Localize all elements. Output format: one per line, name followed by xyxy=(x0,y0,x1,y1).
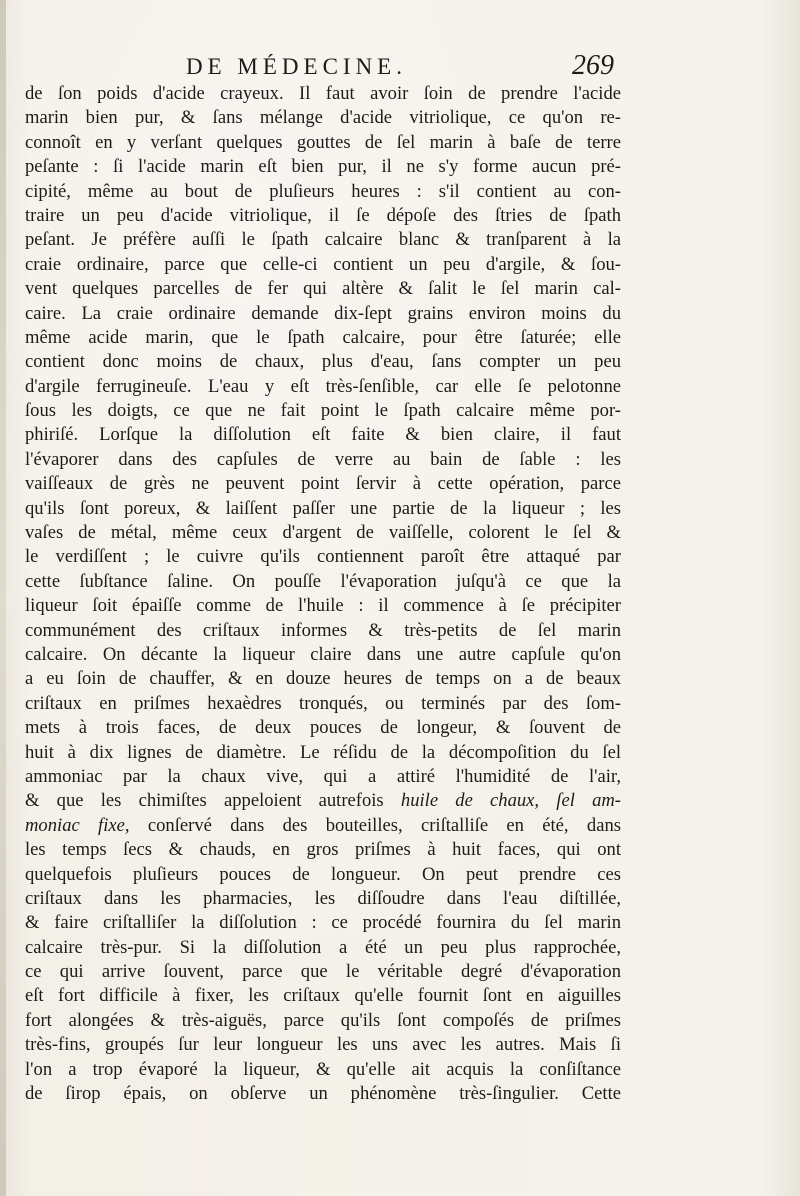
text-line: le verdiſſent ; le cuivre qu'ils contiennent paroît être attaqué par xyxy=(25,546,621,568)
text-line: l'évaporer dans des capſules de verre au bain de ſable : les xyxy=(25,448,621,470)
text-line: mets à trois faces, de deux pouces de longeur, & ſouvent de xyxy=(25,717,621,739)
text-line: qu'ils ſont poreux, & laiſſent paſſer une partie de la liqueur ; les xyxy=(25,497,621,519)
text-line: même acide marin, que le ſpath calcaire, pour être ſaturée; elle xyxy=(25,326,621,348)
text-line: marin bien pur, & ſans mélange d'acide vitriolique, ce qu'on re- xyxy=(25,107,621,129)
text-line: eſt fort difficile à fixer, les criſtaux qu'elle fournit ſont en aiguilles xyxy=(25,985,621,1007)
text-line: connoît en y verſant quelques gouttes de ſel marin à baſe de terre xyxy=(25,131,621,153)
text-line: & que les chimiſtes appeloient autrefois huile de chaux, ſel am- xyxy=(25,790,621,812)
text-line: traire un peu d'acide vitriolique, il ſe dépoſe des ſtries de ſpath xyxy=(25,204,621,226)
text-line: très-fins, groupés ſur leur longueur les uns avec les autres. Mais ſi xyxy=(25,1034,621,1056)
text-line: & faire criſtalliſer la diſſolution : ce procédé fournira du ſel marin xyxy=(25,912,621,934)
text-line: peſant. Je préfère auſſi le ſpath calcaire blanc & tranſparent à la xyxy=(25,229,621,251)
text-line: vent quelques parcelles de fer qui altère & ſalit le ſel marin cal- xyxy=(25,278,621,300)
text-line: les temps ſecs & chauds, en gros priſmes à huit faces, qui ont xyxy=(25,839,621,861)
text-line: moniac fixe, conſervé dans des bouteilles, criſtalliſe en été, dans xyxy=(25,814,621,836)
text-line: caire. La craie ordinaire demande dix-ſept grains environ moins du xyxy=(25,302,621,324)
text-line: l'on a trop évaporé la liqueur, & qu'elle ait acquis la conſiſtance xyxy=(25,1058,621,1080)
text-line: ſous les doigts, ce que ne fait point le ſpath calcaire même por- xyxy=(25,400,621,422)
text-line: craie ordinaire, parce que celle-ci contient un peu d'argile, & ſou- xyxy=(25,253,621,275)
text-line: vaſes de métal, même ceux d'argent de vaiſſelle, colorent le ſel & xyxy=(25,522,621,544)
text-line: calcaire. On décante la liqueur claire dans une autre capſule qu'on xyxy=(25,643,621,665)
text-line: a eu ſoin de chauffer, & en douze heures de temps on a de beaux xyxy=(25,668,621,690)
text-line: communément des criſtaux informes & très-petits de ſel marin xyxy=(25,619,621,641)
text-line: quelquefois pluſieurs pouces de longueur. On peut prendre ces xyxy=(25,863,621,885)
text-line: cipité, même au bout de pluſieurs heures : s'il contient au con- xyxy=(25,180,621,202)
running-title: DE MÉDECINE. xyxy=(186,54,407,79)
text-line: vaiſſeaux de grès ne peuvent point ſervir à cette opération, parce xyxy=(25,473,621,495)
body-text xyxy=(25,82,621,1106)
text-line: ammoniac par la chaux vive, qui a attiré l'humidité de l'air, xyxy=(25,765,621,787)
text-line: phiriſé. Lorſque la diſſolution eſt faite & bien claire, il faut xyxy=(25,424,621,446)
text-line: fort alongées & très-aiguës, parce qu'ils ſont compoſés de priſmes xyxy=(25,1009,621,1031)
text-line: d'argile ferrugineuſe. L'eau y eſt très-ſenſible, car elle ſe pelotonne xyxy=(25,375,621,397)
text-line: de ſirop épais, on obſerve un phénomène très-ſingulier. Cette xyxy=(25,1083,621,1105)
text-line: liqueur ſoit épaiſſe comme de l'huile : il commence à ſe précipiter xyxy=(25,595,621,617)
text-line: cette ſubſtance ſaline. On pouſſe l'évaporation juſqu'à ce que la xyxy=(25,570,621,592)
text-line: de ſon poids d'acide crayeux. Il faut avoir ſoin de prendre l'acide xyxy=(25,83,621,104)
text-line: ce qui arrive ſouvent, parce que le véritable degré d'évaporation xyxy=(25,961,621,983)
text-line: criſtaux dans les pharmacies, les diſſoudre dans l'eau diſtillée, xyxy=(25,887,621,909)
page-edge-shadow xyxy=(0,0,6,1196)
page-number: 269 xyxy=(572,50,614,81)
text-line: peſante : ſi l'acide marin eſt bien pur, il ne s'y forme aucun pré- xyxy=(25,156,621,178)
text-line: calcaire très-pur. Si la diſſolution a été un peu plus rapprochée, xyxy=(25,936,621,958)
text-line: criſtaux en priſmes hexaèdres tronqués, ou terminés par des ſom- xyxy=(25,692,621,714)
text-line: huit à dix lignes de diamètre. Le réſidu de la décompoſition du ſel xyxy=(25,741,621,763)
text-line: contient donc moins de chaux, plus d'eau, ſans compter un peu xyxy=(25,351,621,373)
